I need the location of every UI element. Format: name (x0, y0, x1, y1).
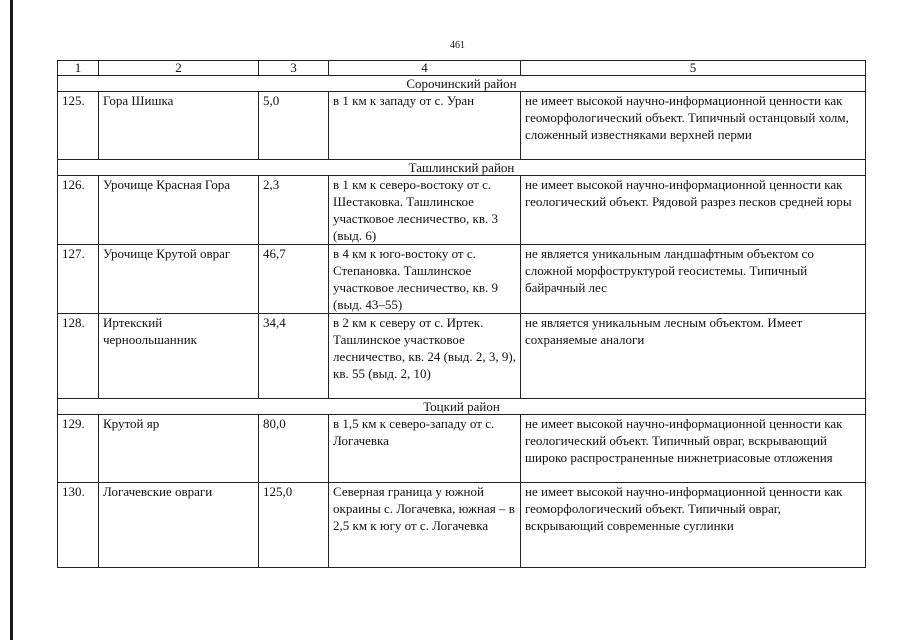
object-name: Урочище Красная Гора (99, 176, 259, 245)
object-note: не имеет высокой научно-информационной ценности как геологический объект. Типичный овраг, вскрывающий широко распространенные нижнетриасовые отложения (521, 415, 866, 483)
object-name: Урочище Крутой овраг (99, 245, 259, 314)
object-location: в 1 км к северо-востоку от с. Шестаковка. Ташлинское участковое лесничество, кв. 3 (выд. 6) (329, 176, 521, 245)
object-name: Логачевские овраги (99, 483, 259, 568)
row-number: 126. (58, 176, 99, 245)
district-row (58, 399, 866, 415)
table-row (58, 415, 866, 483)
column-number: 3 (259, 61, 329, 76)
object-location: в 1,5 км к северо-западу от с. Логачевка (329, 415, 521, 483)
protected-areas-table (57, 60, 866, 568)
object-note: не имеет высокой научно-информационной ценности как геоморфологический объект. Типичный останцовый холм, сложенный известняками верхней перми (521, 92, 866, 160)
object-location: в 1 км к западу от с. Уран (329, 92, 521, 160)
column-number: 5 (521, 61, 866, 76)
object-area: 46,7 (259, 245, 329, 314)
object-note: не является уникальным лесным объектом. Имеет сохраняемые аналоги (521, 314, 866, 399)
district-heading: Сорочинский район (58, 76, 866, 92)
object-location: в 2 км к северу от с. Иртек. Ташлинское участковое лесничество, кв. 24 (выд. 2, 3, 9), кв. 55 (выд. 2, 10) (329, 314, 521, 399)
object-note: не имеет высокой научно-информационной ценности как геологический объект. Рядовой разрез песков средней юры (521, 176, 866, 245)
column-number: 4 (329, 61, 521, 76)
table-row (58, 92, 866, 160)
object-location: Северная граница у южной окраины с. Логачевка, южная – в 2,5 км к югу от с. Логачевка (329, 483, 521, 568)
object-area: 80,0 (259, 415, 329, 483)
column-number: 1 (58, 61, 99, 76)
object-note: не является уникальным ландшафтным объектом со сложной морфоструктурой геосистемы. Типичный байрачный лес (521, 245, 866, 314)
left-margin-rule (10, 0, 13, 640)
object-note: не имеет высокой научно-информационной ценности как геоморфологический объект. Типичный овраг, вскрывающий современные суглинки (521, 483, 866, 568)
object-area: 5,0 (259, 92, 329, 160)
table-row (58, 245, 866, 314)
row-number: 130. (58, 483, 99, 568)
object-name: Крутой яр (99, 415, 259, 483)
district-row (58, 160, 866, 176)
district-row (58, 76, 866, 92)
row-number: 127. (58, 245, 99, 314)
column-number: 2 (99, 61, 259, 76)
table-row (58, 483, 866, 568)
column-number-row (58, 61, 866, 76)
page-number: 461 (450, 40, 465, 51)
row-number: 129. (58, 415, 99, 483)
table-row (58, 176, 866, 245)
object-area: 2,3 (259, 176, 329, 245)
row-number: 125. (58, 92, 99, 160)
object-name: Гора Шишка (99, 92, 259, 160)
object-area: 125,0 (259, 483, 329, 568)
table-row (58, 314, 866, 399)
object-area: 34,4 (259, 314, 329, 399)
district-heading: Ташлинский район (58, 160, 866, 176)
object-location: в 4 км к юго-востоку от с. Степановка. Ташлинское участковое лесничество, кв. 9 (выд. 43–55) (329, 245, 521, 314)
object-name: Иртекский черноольшанник (99, 314, 259, 399)
row-number: 128. (58, 314, 99, 399)
district-heading: Тоцкий район (58, 399, 866, 415)
